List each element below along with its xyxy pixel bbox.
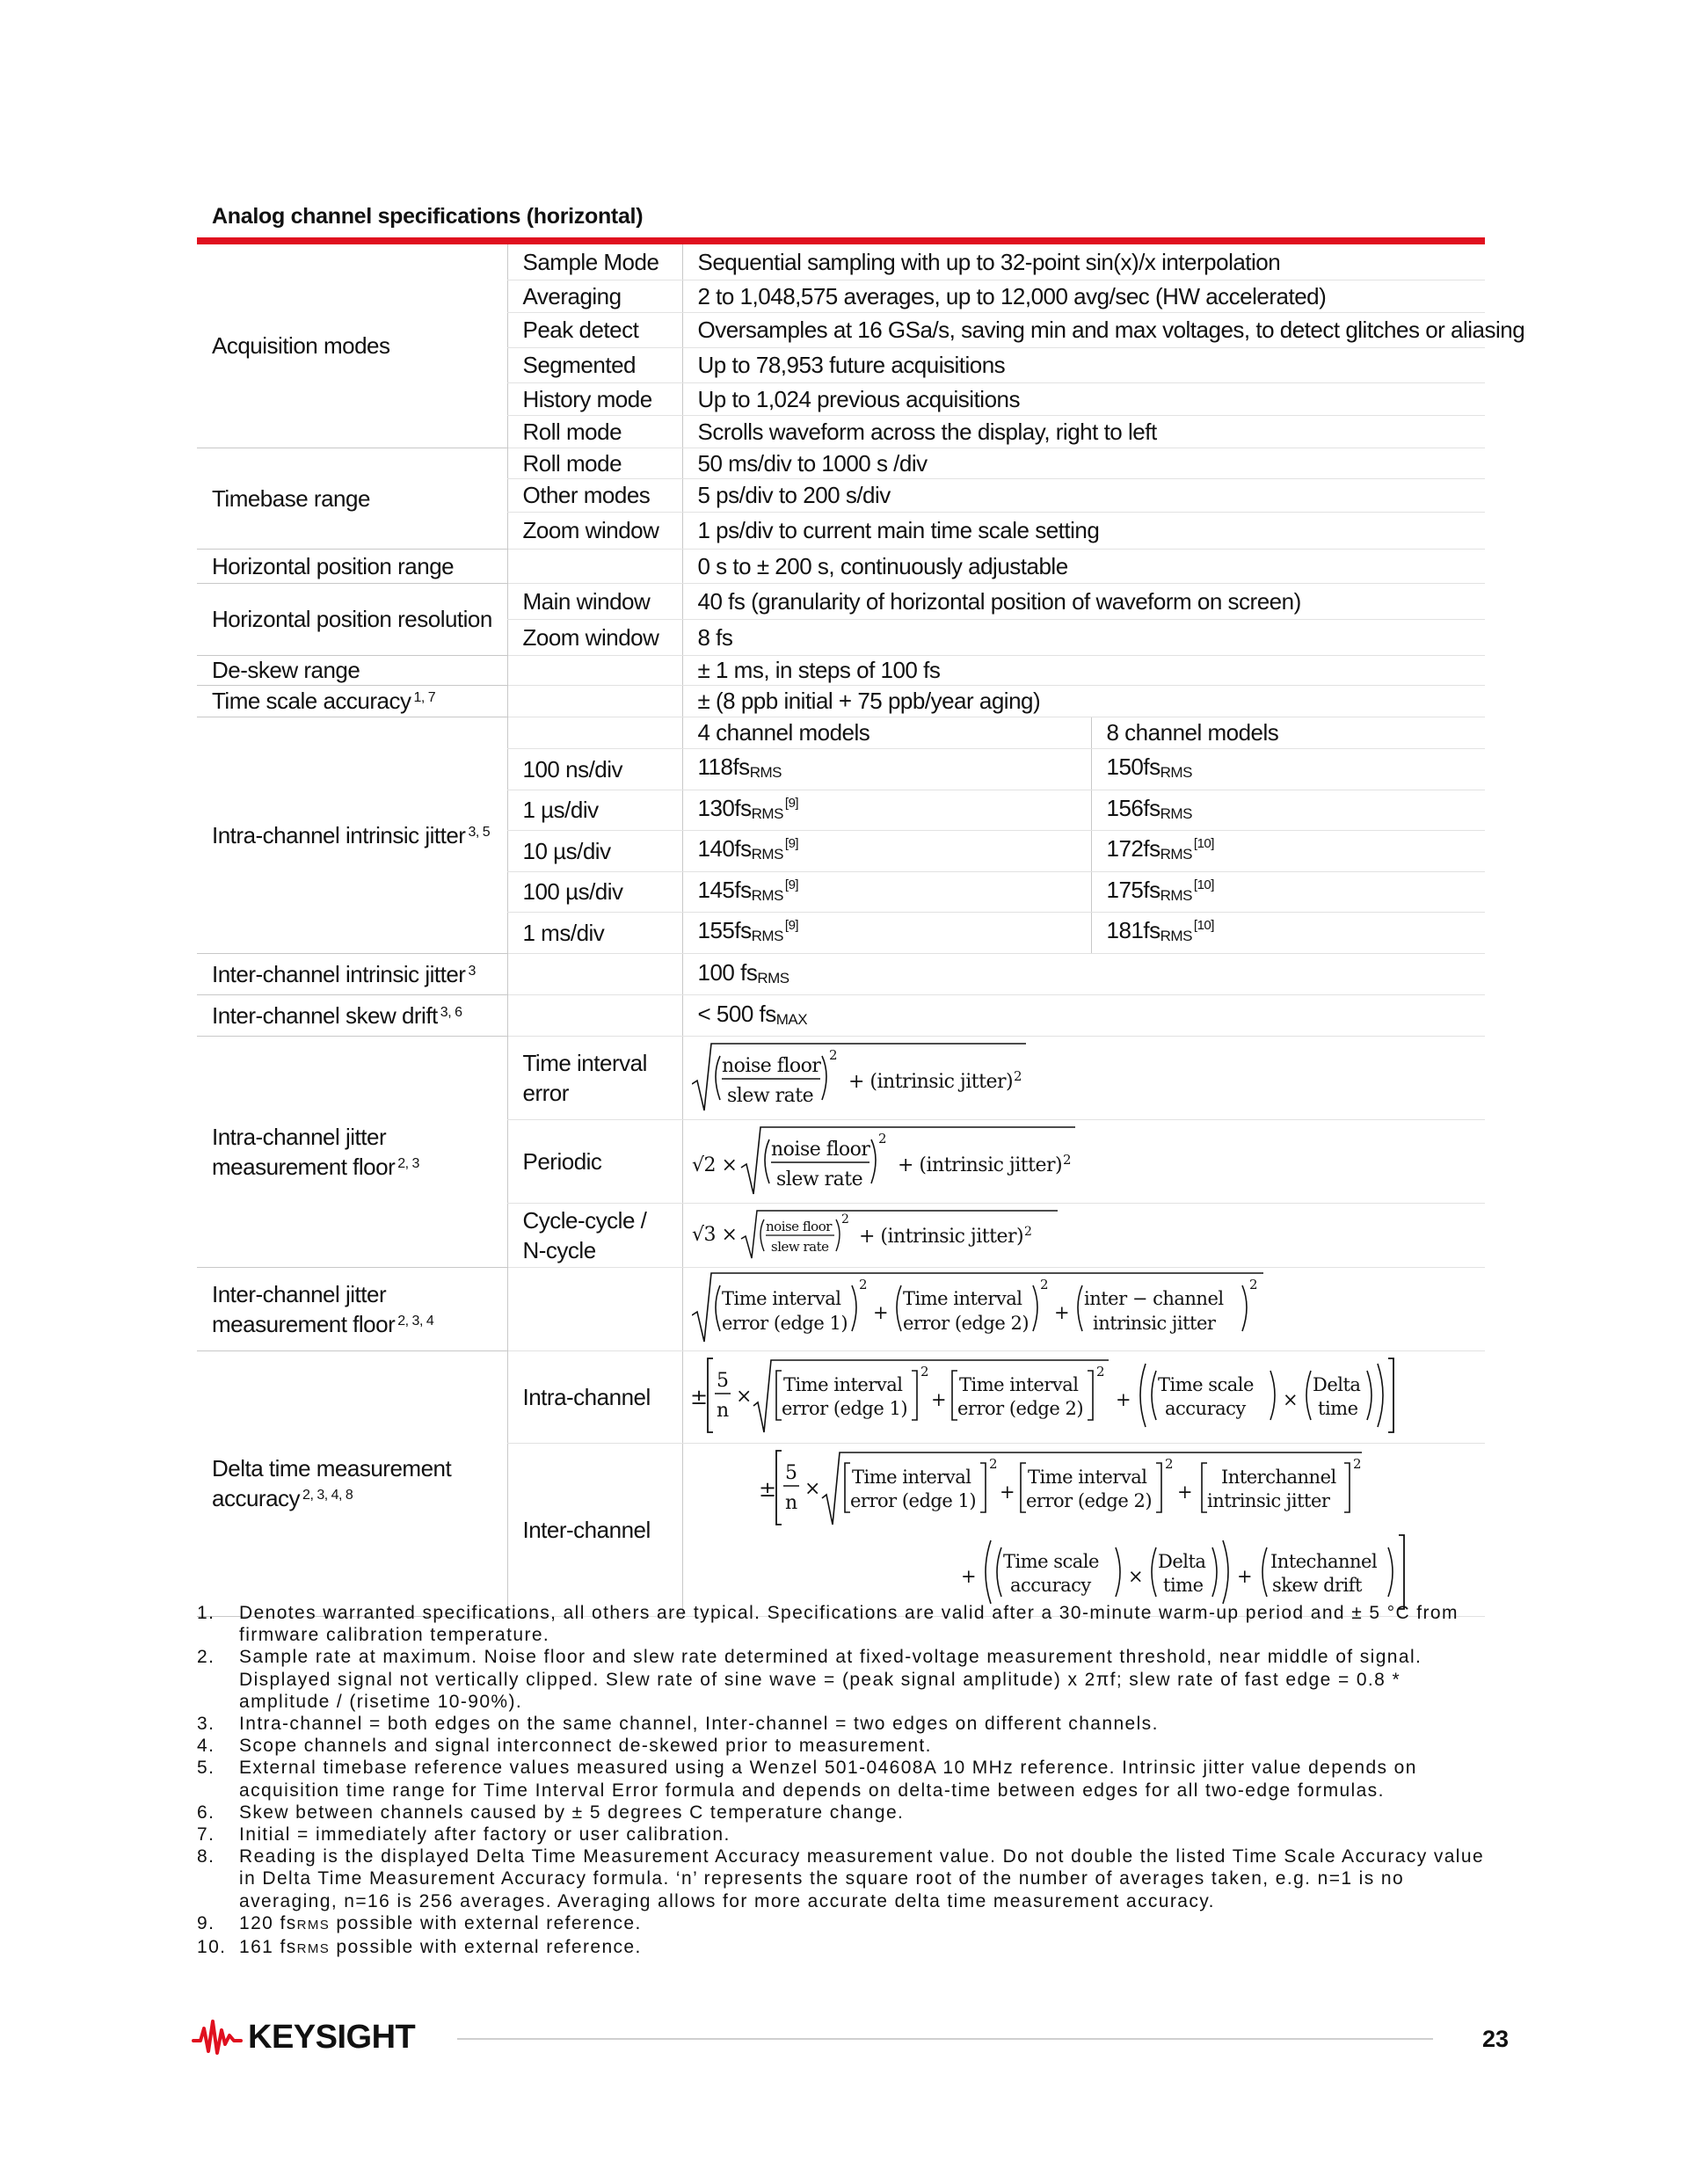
jitter-4ch-cell: 145fsRMS[9] [682, 871, 1091, 912]
svg-text:2: 2 [877, 1130, 886, 1147]
svg-text:Time scale: Time scale [1002, 1550, 1099, 1572]
svg-text:×: × [804, 1477, 820, 1500]
value-cell: 1 ps/div to current main time scale setting [682, 512, 1485, 549]
table-row [197, 583, 1485, 619]
table-row [197, 953, 1485, 994]
svg-text:+: + [1115, 1388, 1131, 1410]
value-cell: 40 fs (granularity of horizontal position of waveform on screen) [682, 583, 1485, 619]
svg-text:n: n [784, 1491, 797, 1514]
footnote: 10. 161 fsRMS possible with external reference. [197, 1937, 642, 1958]
periodic-formula [692, 1120, 1096, 1198]
svg-text:Time interval: Time interval [1027, 1466, 1146, 1488]
keysight-logo [192, 2018, 415, 2057]
svg-text:2: 2 [1248, 1276, 1257, 1292]
value-cell: 5 ps/div to 200 s/div [682, 478, 1485, 512]
mode-cell: Time interval error [507, 1036, 682, 1119]
tie-formula [692, 1037, 1061, 1114]
svg-text:±: ± [758, 1476, 776, 1502]
value-cell: Oversamples at 16 GSa/s, saving min and max voltages, to detect glitches or aliasing [682, 312, 1485, 347]
column-header-8ch: 8 channel models [1091, 717, 1485, 748]
table-row [197, 1267, 1485, 1350]
delta-time-accuracy-label: Delta time measurement accuracy $^{2, 3, 4, 8}$ [197, 1350, 507, 1616]
mode-cell: 100 ns/div [507, 748, 682, 790]
value-cell: 2 to 1,048,575 averages, up to 12,000 avg/sec (HW accelerated) [682, 280, 1485, 312]
footnote: 9. 120 fsRMS possible with external reference. [197, 1912, 642, 1933]
footnote-ref: 2, 3 [397, 1155, 419, 1171]
mode-cell: 10 µs/div [507, 830, 682, 871]
inter-channel-intrinsic-jitter-label: Inter-channel intrinsic jitter $^3$ [197, 953, 507, 994]
svg-text:Interchannel: Interchannel [1220, 1466, 1336, 1488]
svg-text:Time interval: Time interval [851, 1466, 971, 1488]
value-cell: Sequential sampling with up to 32-point sin(x)/x interpolation [682, 244, 1485, 280]
svg-text:+: + [930, 1388, 946, 1410]
svg-text:+: + [1176, 1481, 1192, 1503]
footnote-ref: 1, 7 [413, 690, 436, 705]
svg-text:n: n [716, 1399, 729, 1422]
footnote-ref: 3, 5 [468, 824, 491, 840]
mode-cell [507, 685, 682, 717]
mode-cell: Averaging [507, 280, 682, 312]
svg-text:×: × [1127, 1565, 1143, 1587]
table-row [197, 549, 1485, 583]
svg-text:2: 2 [840, 1212, 848, 1227]
footnote: 8. Reading is the displayed Delta Time Measurement Accuracy measurement value. Do not double the listed Time Scale Accuracy value in Delta Time Measurement Accuracy formula. ‘n’ represents the square root of the number of averages taken, e.g. n=1 is no averaging, n=16 is 256 averages. Averaging allows for more accurate delta time measurement accuracy. [197, 1846, 1485, 1911]
jitter-8ch-cell: 181fsRMS[10] [1091, 912, 1485, 953]
svg-text:2: 2 [1164, 1455, 1173, 1472]
inter-floor-formula [692, 1268, 1290, 1345]
inter-channel-skew-drift-label: Inter-channel skew drift $^{3, 6}$ [197, 994, 507, 1036]
mode-cell [507, 549, 682, 583]
svg-text:2: 2 [1023, 1224, 1031, 1239]
value-cell: Up to 1,024 previous acquisitions [682, 382, 1485, 415]
svg-text:×: × [735, 1385, 752, 1408]
table-row [197, 717, 1485, 748]
svg-text:2: 2 [988, 1455, 997, 1472]
mode-cell: Periodic [507, 1119, 682, 1203]
svg-text:2: 2 [828, 1046, 837, 1063]
svg-text:Time interval: Time interval [782, 1373, 902, 1395]
mode-cell: Main window [507, 583, 682, 619]
svg-text:intrinsic jitter: intrinsic jitter [1206, 1489, 1329, 1511]
mode-cell: 1 ms/div [507, 912, 682, 953]
intra-channel-intrinsic-jitter-label: Intra-channel intrinsic jitter $^{3, 5}$ [197, 717, 507, 953]
formula-delta-intra [682, 1350, 1485, 1443]
value-cell: ± 1 ms, in steps of 100 fs [682, 655, 1485, 685]
horizontal-position-range-label: Horizontal position range [197, 549, 507, 583]
mode-cell [507, 1267, 682, 1350]
svg-text:noise floor: noise floor [721, 1054, 820, 1077]
formula-inter-floor [682, 1267, 1485, 1350]
mode-cell: Sample Mode [507, 244, 682, 280]
jitter-4ch-cell: 140fsRMS[9] [682, 830, 1091, 871]
jitter-4ch-cell: 155fsRMS[9] [682, 912, 1091, 953]
svg-text:+ (intrinsic jitter): + (intrinsic jitter) [848, 1070, 1013, 1093]
svg-text:+: + [1236, 1565, 1252, 1587]
svg-text:error (edge 1): error (edge 1) [849, 1489, 976, 1511]
mode-cell: Zoom window [507, 619, 682, 655]
table-row [197, 994, 1485, 1036]
value-cell: 8 fs [682, 619, 1485, 655]
table-row [197, 244, 1485, 280]
svg-text:inter − channel: inter − channel [1083, 1287, 1224, 1309]
table-row [197, 655, 1485, 685]
footnotes [197, 1602, 1489, 1960]
page-number: 23 [1482, 2026, 1510, 2052]
svg-text:Delta: Delta [1312, 1373, 1360, 1395]
mode-cell: Other modes [507, 478, 682, 512]
footnote-ref: 2, 3, 4 [397, 1313, 434, 1329]
jitter-8ch-cell: 156fsRMS [1091, 790, 1485, 830]
svg-text:error (edge 2): error (edge 2) [1025, 1489, 1152, 1511]
svg-text:√2 ×: √2 × [691, 1154, 737, 1176]
mode-cell: Inter-channel [507, 1443, 682, 1616]
mode-cell [507, 655, 682, 685]
cycle-formula [692, 1204, 1079, 1262]
mode-cell [507, 953, 682, 994]
section-title: Analog channel specifications (horizontal) [212, 204, 644, 229]
table-row [197, 1350, 1485, 1443]
svg-text:error (edge 2): error (edge 2) [957, 1397, 1083, 1419]
delta-intra-formula [690, 1351, 1429, 1438]
mode-cell: Roll mode [507, 448, 682, 478]
value-cell: Scrolls waveform across the display, right to left [682, 415, 1485, 448]
svg-text:Delta: Delta [1157, 1550, 1205, 1572]
svg-text:error (edge 1): error (edge 1) [781, 1397, 907, 1419]
horizontal-spec-table [197, 244, 1525, 1617]
table-row [197, 1036, 1485, 1119]
svg-text:error (edge 2): error (edge 2) [902, 1312, 1029, 1334]
svg-text:accuracy: accuracy [1164, 1397, 1246, 1419]
jitter-4ch-cell: 118fsRMS [682, 748, 1091, 790]
svg-text:+: + [1053, 1301, 1069, 1323]
svg-text:error (edge 1): error (edge 1) [721, 1312, 848, 1334]
svg-text:Time interval: Time interval [721, 1287, 840, 1309]
mode-cell: Zoom window [507, 512, 682, 549]
column-header-4ch: 4 channel models [682, 717, 1091, 748]
mode-cell: Intra-channel [507, 1350, 682, 1443]
value-cell: Up to 78,953 future acquisitions [682, 347, 1485, 382]
deskew-range-label: De-skew range [197, 655, 507, 685]
svg-text:time: time [1162, 1574, 1203, 1596]
footnote-ref: 3 [468, 963, 476, 979]
footer-rule [457, 2038, 1433, 2040]
mode-cell: 1 µs/div [507, 790, 682, 830]
svg-text:accuracy: accuracy [1009, 1574, 1091, 1596]
svg-text:intrinsic jitter: intrinsic jitter [1092, 1312, 1215, 1334]
delta-inter-formula [690, 1444, 1429, 1611]
svg-text:2: 2 [1039, 1276, 1048, 1292]
formula-tie [682, 1036, 1485, 1119]
mode-cell [507, 994, 682, 1036]
svg-text:+: + [872, 1301, 888, 1323]
svg-text:slew rate: slew rate [775, 1168, 862, 1190]
footnote: 4. Scope channels and signal interconnect de-skewed prior to measurement. [197, 1736, 932, 1757]
svg-text:slew rate: slew rate [726, 1084, 813, 1107]
footnote-ref: 3, 6 [440, 1004, 462, 1020]
svg-text:2: 2 [920, 1363, 928, 1380]
svg-text:Time interval: Time interval [958, 1373, 1078, 1395]
mode-cell: Segmented [507, 347, 682, 382]
svg-text:2: 2 [1095, 1363, 1104, 1380]
time-scale-accuracy-label: Time scale accuracy $^{1, 7}$ [197, 685, 507, 717]
svg-text:Time scale: Time scale [1157, 1373, 1254, 1395]
horizontal-position-resolution-label: Horizontal position resolution [197, 583, 507, 655]
brand-name: KEYSIGHT [248, 2018, 416, 2056]
footnote-ref: 2, 3, 4, 8 [302, 1488, 353, 1503]
footnote: 3. Intra-channel = both edges on the same channel, Inter-channel = two edges on different channels. [197, 1714, 1159, 1735]
mode-cell: Roll mode [507, 415, 682, 448]
svg-text:±: ± [689, 1384, 708, 1409]
value-cell: 50 ms/div to 1000 s /div [682, 448, 1485, 478]
formula-cycle [682, 1203, 1485, 1267]
mode-cell: Cycle-cycle / N-cycle [507, 1203, 682, 1267]
jitter-8ch-cell: 172fsRMS[10] [1091, 830, 1485, 871]
jitter-8ch-cell: 150fsRMS [1091, 748, 1485, 790]
svg-text:5: 5 [716, 1369, 728, 1392]
inter-channel-jitter-floor-label: Inter-channel jitter measurement floor $^{2, 3, 4}$ [197, 1267, 507, 1350]
value-cell: 0 s to ± 200 s, continuously adjustable [682, 549, 1485, 583]
svg-text:noise floor: noise floor [770, 1138, 869, 1161]
footnote: 2. Sample rate at maximum. Noise floor and slew rate determined at fixed-voltage measurement threshold, near middle of signal. Displayed signal not vertically clipped. Slew rate of sine wave = (peak signal amplitude) x 2πf; slew rate of fast edge = 0.8 * amplitude / (risetime 10-90%). [197, 1647, 1422, 1712]
svg-text:2: 2 [1013, 1067, 1022, 1084]
svg-text:+: + [960, 1565, 976, 1587]
svg-text:+ (intrinsic jitter): + (intrinsic jitter) [858, 1225, 1023, 1248]
footnote: 1. Denotes warranted specifications, all others are typical. Specifications are valid after a 30-minute warm-up period and ± 5 °C from firmware calibration temperature. [197, 1603, 1459, 1646]
table-row [197, 448, 1485, 478]
keysight-wave-icon [192, 2018, 243, 2057]
footnote: 6. Skew between channels caused by ± 5 degrees C temperature change. [197, 1802, 905, 1823]
formula-delta-inter [682, 1443, 1485, 1616]
section-title-rule [197, 237, 1485, 244]
svg-text:Time interval: Time interval [902, 1287, 1022, 1309]
svg-text:time: time [1317, 1397, 1357, 1419]
mode-cell [507, 717, 682, 748]
formula-periodic [682, 1119, 1485, 1203]
svg-text:×: × [1282, 1388, 1298, 1410]
svg-text:√3 ×: √3 × [691, 1223, 737, 1246]
svg-text:Intechannel: Intechannel [1270, 1550, 1377, 1572]
value-cell: ± (8 ppb initial + 75 ppb/year aging) [682, 685, 1485, 717]
mode-cell: 100 µs/div [507, 871, 682, 912]
jitter-8ch-cell: 175fsRMS[10] [1091, 871, 1485, 912]
jitter-4ch-cell: 130fsRMS[9] [682, 790, 1091, 830]
intra-channel-jitter-floor-label: Intra-channel jitter measurement floor $^{2, 3}$ [197, 1036, 507, 1267]
svg-text:skew drift: skew drift [1271, 1574, 1362, 1596]
mode-cell: Peak detect [507, 312, 682, 347]
timebase-range-label: Timebase range [197, 448, 507, 549]
svg-text:2: 2 [1062, 1151, 1071, 1168]
svg-text:+ (intrinsic jitter): + (intrinsic jitter) [897, 1154, 1062, 1176]
table-row [197, 685, 1485, 717]
footnote: 5. External timebase reference values measured using a Wenzel 501-04608A 10 MHz reference. Intrinsic jitter value depends on acquisition time range for Time Interval Error formula and depends on delta-time between edges for all two-edge formulas. [197, 1758, 1417, 1801]
svg-text:2: 2 [1352, 1455, 1361, 1472]
svg-text:2: 2 [858, 1276, 867, 1292]
value-cell: 100 fsRMS [682, 953, 1485, 994]
svg-text:5: 5 [784, 1461, 797, 1484]
svg-text:+: + [999, 1481, 1015, 1503]
acquisition-modes-label: Acquisition modes [197, 244, 507, 448]
footnote: 7. Initial = immediately after factory or user calibration. [197, 1824, 731, 1845]
svg-text:slew rate: slew rate [770, 1238, 828, 1255]
svg-text:noise floor: noise floor [765, 1218, 832, 1234]
mode-cell: History mode [507, 382, 682, 415]
value-cell: < 500 fsMAX [682, 994, 1485, 1036]
